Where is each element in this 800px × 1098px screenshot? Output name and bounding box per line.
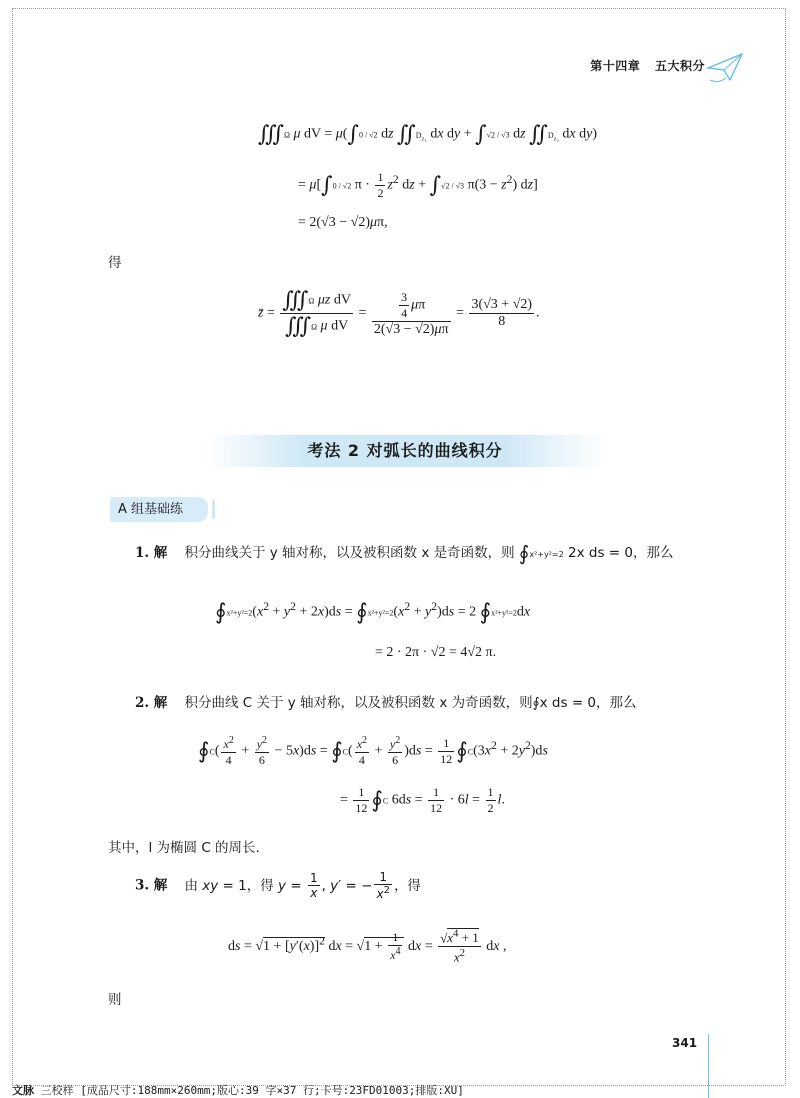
problem-2-note: 其中，l 为椭圆 C 的周长. [108, 840, 260, 856]
derivation-line-3: = 2(√3 − √2)μπ, [298, 215, 388, 230]
problem-1-intro: 1. 解 积分曲线关于 y 轴对称，以及被积函数 x 是奇函数，则 ∮x²+y²=2 2x ds = 0，那么 [135, 541, 674, 565]
problem-3-ds: ds = $√1 + [y'(x)]^2$ dx = √1 + $\frac{1}{x^4}$ dx = $\frac{√x^4 + 1}{x^2}$ dx , [228, 928, 507, 965]
footer-brand: 文脉 [12, 1084, 34, 1097]
text-ze: 则 [108, 992, 122, 1008]
footer [12, 1082, 464, 1098]
problem-2-result: = $\frac{1}{12}$ ∮C 6ds = $\frac{1}{12}$ · 6l = $\frac{1}{2}$ l. [340, 785, 505, 815]
problem-1-label: 1. 解 [135, 545, 168, 561]
problem-1-equation: $∮x^2+y^2=2(x^2 + y^2 + 2x)ds$ = $∮x^2+y^2=2(x^2 + y^2)ds = 2$ ∮x²+y²=2dx [215, 600, 531, 625]
derivation-line-1: ∭Ω μ dV = μ(∫0 / √2 dz $∬D_{z_1}$ dx dy + ∫√2 / √3 dz $∬D_{z_2}$ dx dy) [258, 122, 597, 147]
running-header [580, 57, 705, 74]
margin-rule [708, 1034, 709, 1098]
chapter-label: 第十四章 [590, 59, 641, 73]
zbar-equation: z̄ = $\frac{\text{∭Ω μz dV}}{\text{∭Ω μ dV}}$ = $\frac{3}{4}$ μπ 2(√3 − √2)μπ = $\frac{3(√3 + √2)}{8}$ . [258, 288, 540, 339]
problem-1-intro-tail: 2x ds = 0，那么 [568, 545, 674, 561]
paper-plane-icon [706, 50, 746, 86]
problem-1-intro-text: 积分曲线关于 y 轴对称，以及被积函数 x 是奇函数，则 [184, 545, 515, 561]
problem-3-intro-text: 由 xy = 1，得 y = $\frac{1}{x}$ , y′ = − $\frac{1}{x^2}$ ，得 [184, 870, 421, 901]
text-de: 得 [108, 255, 122, 271]
problem-3-intro [135, 870, 421, 901]
problem-2-intro [135, 691, 637, 711]
problem-1-result: = 2 · 2π · √2 = 4√2 π. [375, 645, 497, 660]
group-tag: A 组基础练 [110, 497, 208, 522]
section-heading: 考法 2 对弧长的曲线积分 [205, 435, 605, 467]
problem-2-intro-text: 积分曲线 C 关于 y 轴对称，以及被积函数 x 为奇函数，则∮x ds = 0，那么 [184, 695, 637, 711]
page-number: 341 [672, 1036, 698, 1050]
footer-info: 三校样 [成品尺寸:188mm×260mm;版心:39 字×37 行;卡号:23FD01003;排版:XU] [40, 1084, 464, 1097]
problem-3-label: 3. 解 [135, 877, 168, 894]
problem-2-equation: ∮C( $\frac{x^2}{4}$ + $\frac{y^2}{6}$ − 5x)ds = ∮C( $\frac{x^2}{4}$ + $\frac{y^2}{6}$ )ds = $\frac{1}{12}$ $∮C(3x^2 + 2y^2)ds$ [198, 735, 548, 767]
chapter-title: 五大积分 [654, 59, 705, 73]
derivation-line-2: = μ[∫0 / √2 π · $\frac{1}{2}$ $z^2$ dz + ∫√2 / √3 $\pi(3 - z^2)$ dz] [298, 170, 538, 200]
problem-2-label: 2. 解 [135, 695, 168, 711]
